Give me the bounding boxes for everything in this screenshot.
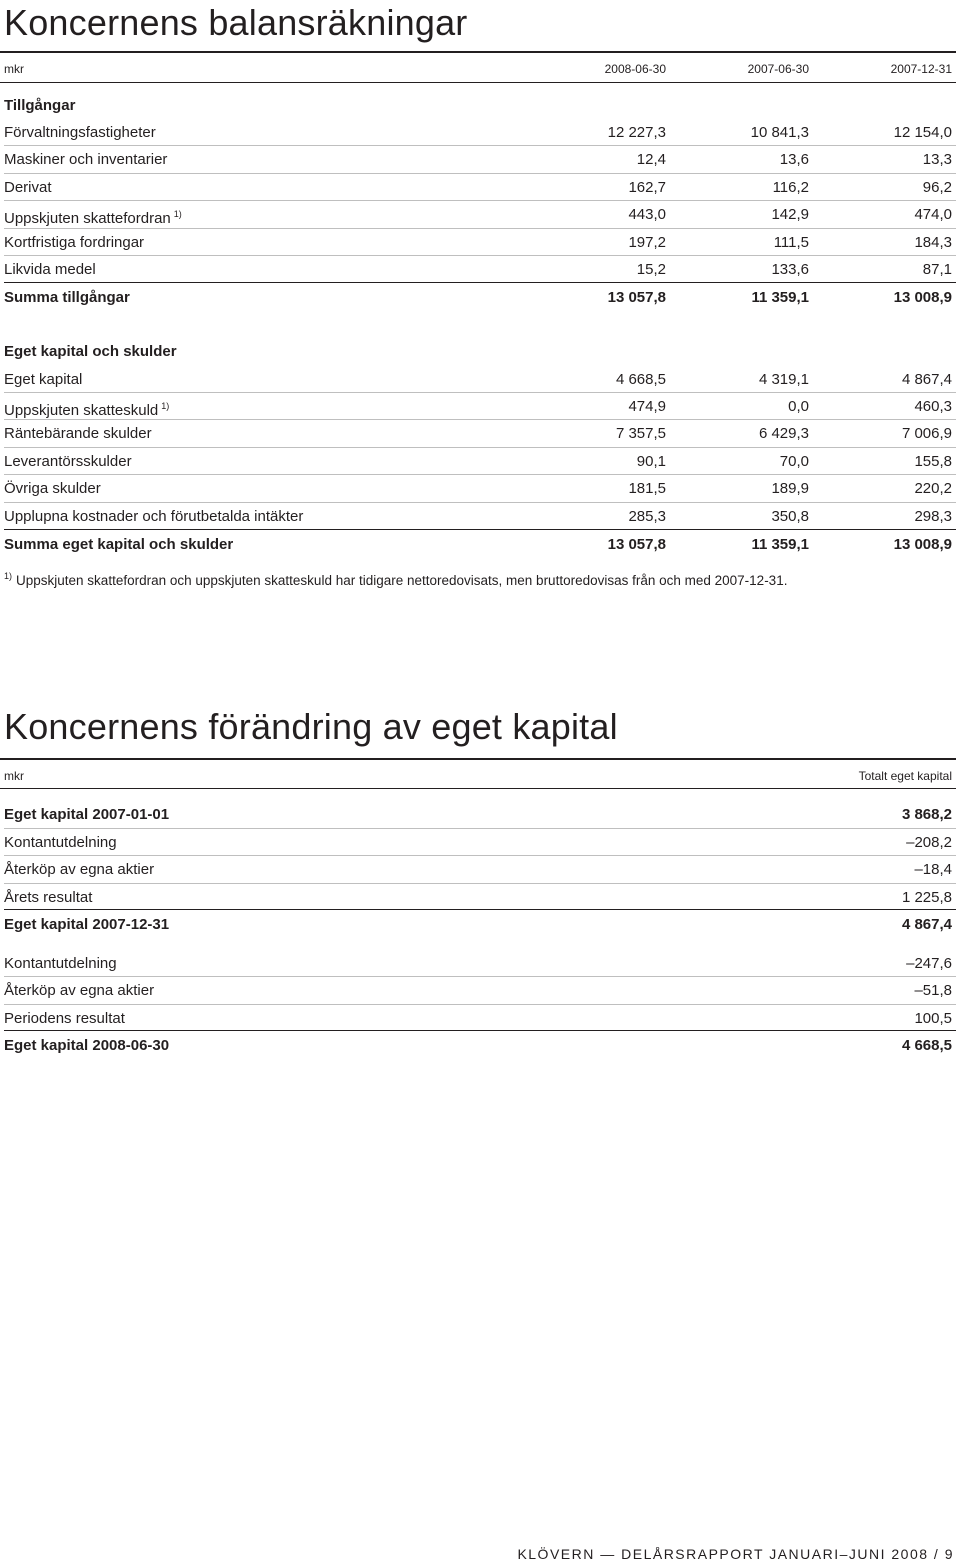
equity-row [4,884,952,911]
total-label: Summa tillgångar [4,289,130,306]
cell-value: 189,9 [771,480,809,497]
cell-value: 111,5 [773,234,809,251]
section-heading [4,338,952,365]
row-label: Kortfristiga fordringar [4,234,145,251]
footnote-marker: 1) [4,571,13,581]
section-heading-label: Tillgångar [4,97,76,114]
table-row [4,229,952,256]
table-row [4,119,952,146]
title-rule [0,758,956,760]
cell-value: 13,6 [779,151,809,168]
cell-value: 12,4 [636,151,666,168]
total-value: 11 359,1 [751,536,809,553]
footnote-text: Uppskjuten skattefordran och uppskjuten skatteskuld har tidigare nettoredovisats, men bruttoredovisas från och med 2007-12-31. [16,573,788,588]
balance-header-row [4,56,952,83]
table-row [4,174,952,201]
table-row [4,475,952,502]
cell-value: 7 006,9 [901,425,952,442]
cell-value: 15,2 [636,261,666,278]
page-footer: KLÖVERN — DELÅRSRAPPORT JANUARI–JUNI 2008 / 9 [517,1546,954,1562]
cell-value: 298,3 [914,508,952,525]
total-value: 13 057,8 [607,289,666,306]
row-label: Upplupna kostnader och förutbetalda intäkter [4,508,304,525]
row-label: Återköp av egna aktier [4,982,155,999]
total-label: Summa eget kapital och skulder [4,536,234,553]
table-row [4,448,952,475]
equity-row [4,950,952,977]
column-header: 2007-12-31 [890,62,952,76]
total-value: 13 057,8 [607,536,666,553]
total-divider [4,1030,956,1031]
row-label: Övriga skulder [4,480,101,497]
row-label: Kontantutdelning [4,955,117,972]
cell-value: 4 319,1 [758,371,809,388]
cell-value: 443,0 [628,206,666,223]
column-header: 2007-06-30 [747,62,809,76]
table-row [4,503,952,530]
total-row [4,531,952,558]
row-label: Återköp av egna aktier [4,861,155,878]
cell-value: –18,4 [914,861,952,878]
cell-value: 13,3 [922,151,952,168]
cell-value: 4 668,5 [615,371,666,388]
row-label: Kontantutdelning [4,834,117,851]
cell-value: 4 867,4 [901,371,952,388]
cell-value: 184,3 [914,234,952,251]
cell-value: 220,2 [914,480,952,497]
cell-value: –51,8 [914,982,952,999]
equity-row [4,801,952,828]
title-rule [0,51,956,53]
cell-value: 350,8 [771,508,809,525]
table-row [4,256,952,283]
row-label: Likvida medel [4,261,96,278]
row-label: Leverantörsskulder [4,453,132,470]
cell-value: 116,2 [772,179,809,196]
row-label: Förvaltningsfastigheter [4,124,156,141]
cell-value: 460,3 [914,398,952,415]
equity-row [4,829,952,856]
section-heading [4,92,952,119]
cell-value: 7 357,5 [615,425,666,442]
cell-value: 3 868,2 [901,806,952,823]
cell-value: 70,0 [779,453,809,470]
equity-row [4,856,952,883]
row-label: Uppskjuten skattefordran $^{1)}$ [4,209,182,227]
table-row [4,201,952,228]
cell-value: 197,2 [628,234,666,251]
row-label: Eget kapital [4,371,83,388]
cell-value: 4 668,5 [901,1037,952,1054]
cell-value: 133,6 [771,261,809,278]
row-label: Eget kapital 2007-12-31 [4,916,170,933]
cell-value: 155,8 [914,453,952,470]
balance-sheet-title: Koncernens balansräkningar [4,2,468,43]
cell-value: 162,7 [628,179,666,196]
table-row [4,146,952,173]
cell-value: 10 841,3 [750,124,809,141]
equity-row [4,1032,952,1059]
equity-row [4,1005,952,1032]
table-row [4,420,952,447]
column-header: 2008-06-30 [604,62,666,76]
cell-value: 142,9 [771,206,809,223]
equity-header-row [4,763,952,790]
cell-value: 285,3 [628,508,666,525]
cell-value: 90,1 [636,453,666,470]
total-divider [4,529,956,530]
cell-value: 0,0 [788,398,809,415]
cell-value: –247,6 [906,955,952,972]
row-label: Årets resultat [4,889,93,906]
unit-label: mkr [4,769,24,783]
row-label: Periodens resultat [4,1010,125,1027]
cell-value: 6 429,3 [758,425,809,442]
footnote-marker: 1) [173,209,182,219]
table-row [4,393,952,420]
cell-value: 12 154,0 [893,124,952,141]
cell-value: 474,9 [628,398,666,415]
total-row [4,284,952,311]
column-header: Totalt eget kapital [858,769,952,783]
row-label: Uppskjuten skatteskuld $^{1)}$ [4,401,170,419]
equity-title: Koncernens förändring av eget kapital [4,706,618,747]
total-value: 13 008,9 [893,289,952,306]
cell-value: 474,0 [914,206,952,223]
equity-row [4,911,952,938]
cell-value: 12 227,3 [607,124,666,141]
total-divider [4,282,956,283]
table-row [4,366,952,393]
header-rule [0,82,956,83]
cell-value: 4 867,4 [901,916,952,933]
header-rule [0,788,956,789]
total-divider [4,909,956,910]
cell-value: 1 225,8 [901,889,952,906]
cell-value: 96,2 [922,179,952,196]
total-value: 13 008,9 [893,536,952,553]
cell-value: –208,2 [906,834,952,851]
total-value: 11 359,1 [751,289,809,306]
cell-value: 87,1 [922,261,952,278]
row-label: Eget kapital 2008-06-30 [4,1037,170,1054]
footnote-marker: 1) [161,401,170,411]
cell-value: 181,5 [628,480,666,497]
section-heading-label: Eget kapital och skulder [4,343,177,360]
row-label: Derivat [4,179,52,196]
row-label: Maskiner och inventarier [4,151,168,168]
row-label: Räntebärande skulder [4,425,152,442]
footnote [4,571,787,588]
equity-row [4,977,952,1004]
row-label: Eget kapital 2007-01-01 [4,806,170,823]
cell-value: 100,5 [914,1010,952,1027]
unit-label: mkr [4,62,24,76]
